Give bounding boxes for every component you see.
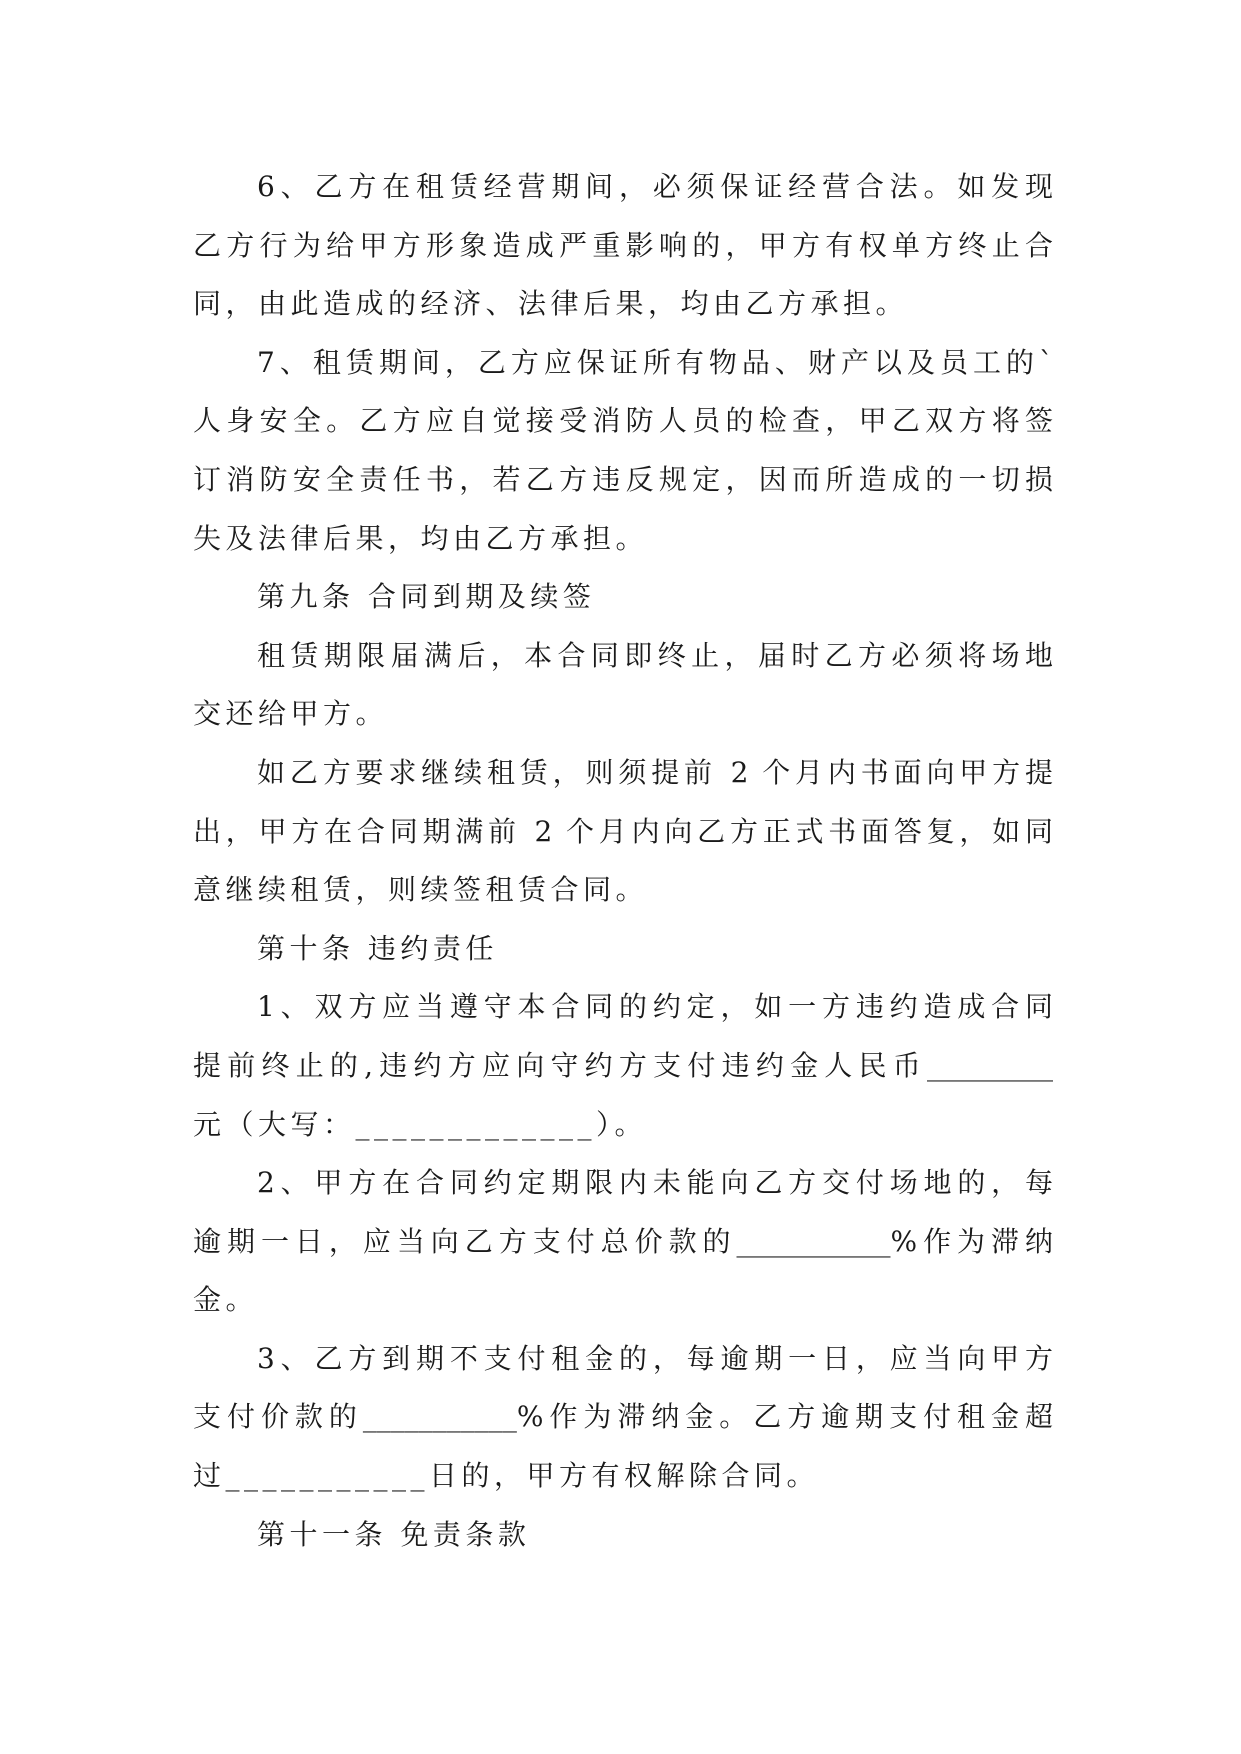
text-line: 元（大写：_____________）。 xyxy=(193,1107,648,1141)
text-line: 6、乙方在租赁经营期间，必须保证经营合法。如发现 xyxy=(257,170,1053,203)
text-line: 3、乙方到期不支付租金的，每逾期一日，应当向甲方 xyxy=(257,1341,1053,1375)
text-line: 乙方行为给甲方形象造成严重影响的，甲方有权单方终止合 xyxy=(193,228,1053,262)
text-line: 同，由此造成的经济、法律后果，均由乙方承担。 xyxy=(193,287,909,321)
text-line: 出，甲方在合同期满前 2 个月内向乙方正式书面答复，如同 xyxy=(193,814,1053,848)
text-line: 失及法律后果，均由乙方承担。 xyxy=(193,521,649,555)
section-heading: 第十一条 免责条款 xyxy=(257,1517,531,1551)
text-line: 2、甲方在合同约定期限内未能向乙方交付场地的，每 xyxy=(257,1166,1053,1200)
text-line: 如乙方要求继续租赁，则须提前 2 个月内书面向甲方提 xyxy=(257,755,1053,789)
text-line: 1、双方应当遵守本合同的约定，如一方违约造成合同 xyxy=(257,990,1053,1024)
document-body xyxy=(193,158,1053,1564)
text-line: 交还给甲方。 xyxy=(193,697,389,731)
text-line: 7、租赁期间，乙方应保证所有物品、财产以及员工的` xyxy=(257,345,1053,379)
text-line: 逾期一日，应当向乙方支付总价款的___________%作为滞纳 xyxy=(193,1224,1053,1258)
text-line: 过___________日的，甲方有权解除合同。 xyxy=(193,1459,820,1493)
text-line: 金。 xyxy=(193,1283,259,1317)
text-line: 订消防安全责任书，若乙方违反规定，因而所造成的一切损 xyxy=(193,462,1053,496)
text-line: 人身安全。乙方应自觉接受消防人员的检查，甲乙双方将签 xyxy=(193,404,1053,438)
text-line: 租赁期限届满后，本合同即终止，届时乙方必须将场地 xyxy=(257,638,1053,672)
text-line: 意继续租赁，则续签租赁合同。 xyxy=(193,873,649,907)
section-heading: 第九条 合同到期及续签 xyxy=(257,580,596,614)
section-heading: 第十条 违约责任 xyxy=(257,931,498,965)
text-line: 支付价款的___________%作为滞纳金。乙方逾期支付租金超 xyxy=(193,1400,1053,1434)
text-line: 提前终止的,违约方应向守约方支付违约金人民币_________ xyxy=(193,1048,1053,1082)
